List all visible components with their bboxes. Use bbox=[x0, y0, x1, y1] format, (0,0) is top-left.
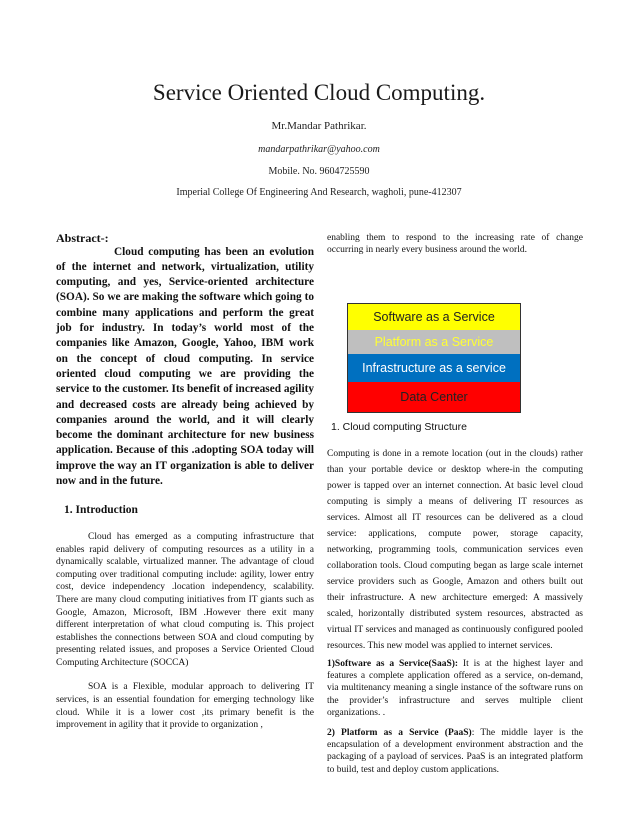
abstract-body: Cloud computing has been an evolution of the internet and network, virtualization, utility computing, and yes, Service-oriented architecture (SOA). So we are making the software which going to combine many applications and perform the great job for industry. In today’s world most of the companies like Amazon, Google, Yahoo, IBM work on the concept of cloud computing. In service oriented cloud computing we are providing the service to the customer. Its benefit of increased agility and decreased costs are already being achieved by companies around the world, and it will clearly become the dominant architecture for new business application. Because of this .adopting SOA today will improve the way an IT organization is able to deliver now and in the future. bbox=[56, 245, 314, 488]
left-column bbox=[56, 232, 314, 744]
paas-text: : The middle layer is the encapsulation of a development environment abstraction and the packaging of a payload of services. PaaS is an integrated platform to build, test and deploy custom applications. bbox=[327, 728, 583, 775]
author-institution: Imperial College Of Engineering And Research, wagholi, pune-412307 bbox=[176, 187, 462, 198]
paas-label: 2) Platform as a Service (PaaS) bbox=[327, 728, 472, 739]
author-email: mandarpathrikar@yahoo.com bbox=[258, 144, 380, 155]
author-mobile: Mobile. No. 9604725590 bbox=[268, 166, 370, 177]
layer-paas: Platform as a Service bbox=[347, 330, 521, 354]
introduction-paragraph-2: SOA is a Flexible, modular approach to delivering IT services, is an essential foundation for emerging technology like cloud. While it is a lower cost ,its primary benefit is the improvement in agility that it provide to organization , bbox=[56, 682, 314, 731]
saas-paragraph bbox=[327, 658, 583, 719]
introduction-paragraph-1: Cloud has emerged as a computing infrastructure that enables rapid delivery of computing resources as a utility in a dynamically scalable, virtualized manner. The advantage of cloud computing over traditional computing include: agility, lower entry cost, device independency .location independency, scalability. There are many cloud computing initiatives from IT giants such as Google, Amazon, Microsoft, IBM .However there exit many different interpretation of what cloud computing is. This project establishes the connections between SOA and cloud computing by presenting related issues, and proposes a Service Oriented Cloud Computing Architecture (SOCCA) bbox=[56, 531, 314, 668]
paas-paragraph bbox=[327, 727, 583, 776]
layer-data-center: Data Center bbox=[347, 382, 521, 413]
figure-caption: 1. Cloud computing Structure bbox=[331, 421, 467, 434]
abstract-heading: Abstract-: bbox=[56, 231, 109, 245]
layer-saas: Software as a Service bbox=[347, 303, 521, 330]
cloud-structure-diagram bbox=[347, 303, 521, 413]
author-name: Mr.Mandar Pathrikar. bbox=[271, 120, 367, 132]
layer-iaas: Infrastructure as a service bbox=[347, 354, 521, 382]
introduction-heading: 1. Introduction bbox=[64, 504, 138, 517]
saas-text: It is at the highest layer and features a complete application offered as a service, on-demand, via multitenancy meaning a single instance of the software runs on the provider’s infrastructure and serves multiple client organizations. . bbox=[327, 659, 583, 718]
computing-paragraph: Computing is done in a remote location (out in the clouds) rather than your portable device or desktop where-in the computing power is tapped over an internet connection. At basic level cloud computing is simply a means of delivering IT resources as services. Almost all IT resources can be delivered as a cloud service: applications, compute power, storage capacity, networking, programming tools, communication services even collaboration tools. Cloud computing began as large scale internet service providers such as Google, Amazon and others built out their infrastructure. A new architecture emerged: A massively scaled, horizontally distributed system resources, abstracted as virtual IT services and managed as continuously configured pooled resources. This new model was applied to internet services. bbox=[327, 449, 583, 651]
paper-title: Service Oriented Cloud Computing. bbox=[152, 80, 486, 105]
saas-label: 1)Software as a Service(SaaS): bbox=[327, 659, 459, 669]
right-column bbox=[327, 232, 583, 780]
continuation-paragraph: enabling them to respond to the increasing rate of change occurring in nearly every business around the world. bbox=[327, 233, 583, 256]
